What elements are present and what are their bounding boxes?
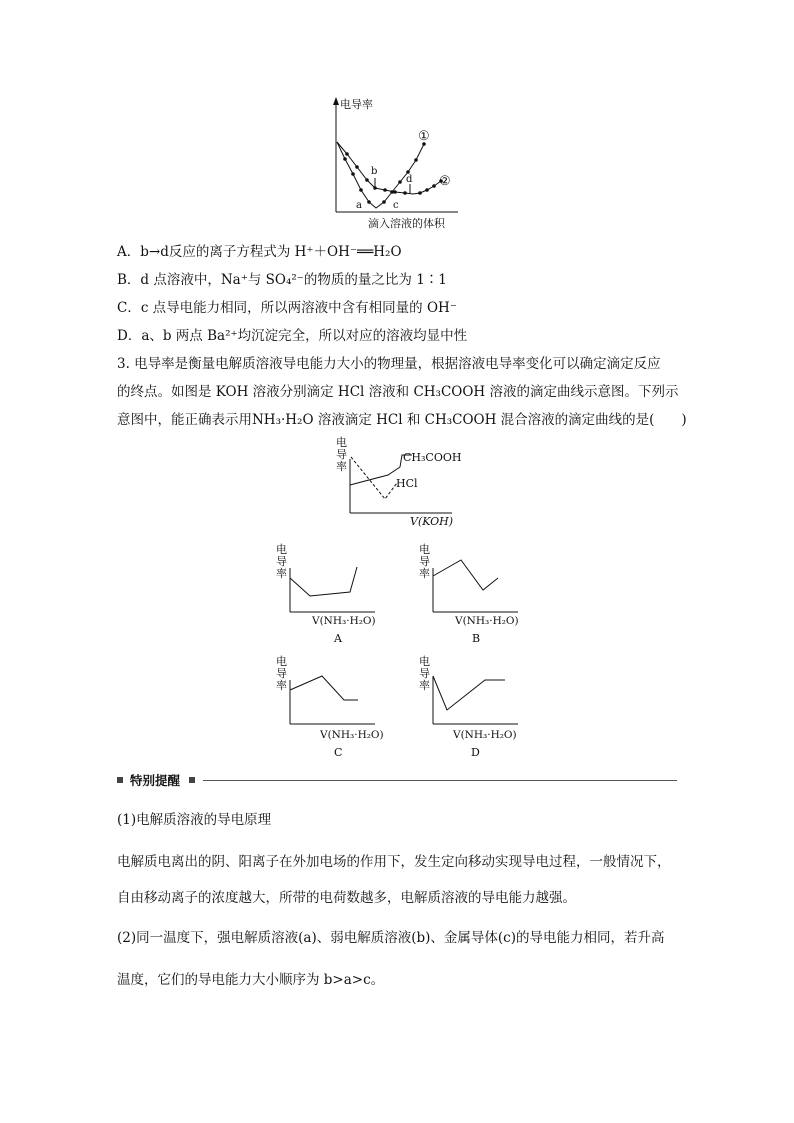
ch3cooh-label: CH₃COOH	[403, 451, 462, 464]
point-a-label: a	[356, 200, 362, 211]
y-label-2: 导	[276, 667, 287, 680]
option-a: A．b→d反应的离子方程式为 H⁺＋OH⁻══H₂O	[117, 244, 402, 260]
note-p1-line-2: 自由移动离子的浓度越大，所带的电荷数越多，电解质溶液的导电能力越强。	[117, 890, 576, 906]
y-label-3: 率	[336, 460, 347, 473]
x-axis-label: V(KOH)	[410, 515, 454, 528]
x-axis-label: 滴入溶液的体积	[368, 217, 445, 230]
option-d: D．a、b 两点 Ba²⁺均沉淀完全，所以对应的溶液均显中性	[117, 328, 468, 344]
y-label-2: 导	[336, 448, 347, 461]
y-label-3: 率	[276, 679, 287, 692]
point-d-label: d	[406, 174, 413, 185]
y-axis-label: 电导率	[340, 98, 373, 111]
heading-square-right	[189, 777, 195, 783]
y-label-1: 电	[276, 655, 287, 668]
curve	[433, 560, 498, 590]
choice-b-label: B	[472, 632, 481, 645]
choice-d-graph	[413, 652, 548, 762]
y-label-2: 导	[276, 555, 287, 568]
choice-a-label: A	[334, 632, 342, 645]
choice-c-graph	[270, 652, 405, 762]
choice-b-graph	[413, 540, 548, 650]
question-3-line-3: 意图中，能正确表示用NH₃·H₂O 溶液滴定 HCl 和 CH₃COOH 混合溶液的滴定曲线的是( )	[117, 412, 687, 428]
y-label-3: 率	[419, 679, 430, 692]
curve	[290, 567, 357, 596]
choice-c-label: C	[334, 746, 343, 759]
heading-rule	[203, 780, 677, 781]
curve-2	[337, 142, 441, 194]
note-p1-title: (1)电解质溶液的导电原理	[117, 812, 272, 828]
x-axis-label: V(NH₃·H₂O)	[312, 615, 376, 627]
curve	[290, 676, 358, 700]
note-heading	[117, 770, 677, 790]
option-b: B．d 点溶液中，Na⁺与 SO₄²⁻的物质的量之比为 1∶1	[117, 272, 447, 288]
y-label-3: 率	[419, 567, 430, 580]
y-label-2: 导	[419, 667, 430, 680]
y-label-1: 电	[419, 543, 430, 556]
koh-titration-figure	[330, 433, 470, 528]
note-p1-line-1: 电解质电离出的阴、阳离子在外加电场的作用下，发生定向移动实现导电过程，一般情况下，	[117, 854, 671, 870]
y-label-1: 电	[336, 436, 347, 449]
x-axis-label: V(NH₃·H₂O)	[453, 729, 517, 741]
choice-a-graph	[270, 540, 405, 650]
hcl-curve	[351, 457, 397, 499]
y-axis-arrow	[333, 97, 339, 105]
note-p2-line-2: 温度，它们的导电能力大小顺序为 b>a>c。	[117, 972, 385, 988]
curve-1-dots	[343, 142, 426, 204]
point-c-label: c	[393, 200, 399, 211]
hcl-label: HCl	[396, 477, 418, 490]
y-label-2: 导	[419, 555, 430, 568]
x-axis-label: V(NH₃·H₂O)	[320, 729, 384, 741]
curve	[433, 676, 505, 710]
point-b-label: b	[371, 166, 378, 177]
note-p2-line-1: (2)同一温度下，强电解质溶液(a)、弱电解质溶液(b)、金属导体(c)的导电能力相同，若升高	[117, 930, 665, 946]
note-title: 特别提醒	[130, 773, 181, 788]
x-axis-label: V(NH₃·H₂O)	[455, 615, 519, 627]
curve-2-label: ②	[439, 174, 451, 189]
choice-d-label: D	[471, 746, 480, 759]
y-label-1: 电	[276, 543, 287, 556]
y-label-1: 电	[419, 655, 430, 668]
question-3-line-1: 3. 电导率是衡量电解质溶液导电能力大小的物理量，根据溶液电导率变化可以确定滴定反应	[117, 356, 661, 372]
curve-1-label: ①	[418, 129, 430, 144]
question-3-line-2: 的终点。如图是 KOH 溶液分别滴定 HCl 溶液和 CH₃COOH 溶液的滴定曲线示意图。下列示	[117, 384, 679, 400]
y-label-3: 率	[276, 567, 287, 580]
heading-square-left	[117, 777, 123, 783]
conductivity-figure-1	[320, 92, 470, 232]
option-c: C．c 点导电能力相同，所以两溶液中含有相同量的 OH⁻	[117, 300, 457, 316]
